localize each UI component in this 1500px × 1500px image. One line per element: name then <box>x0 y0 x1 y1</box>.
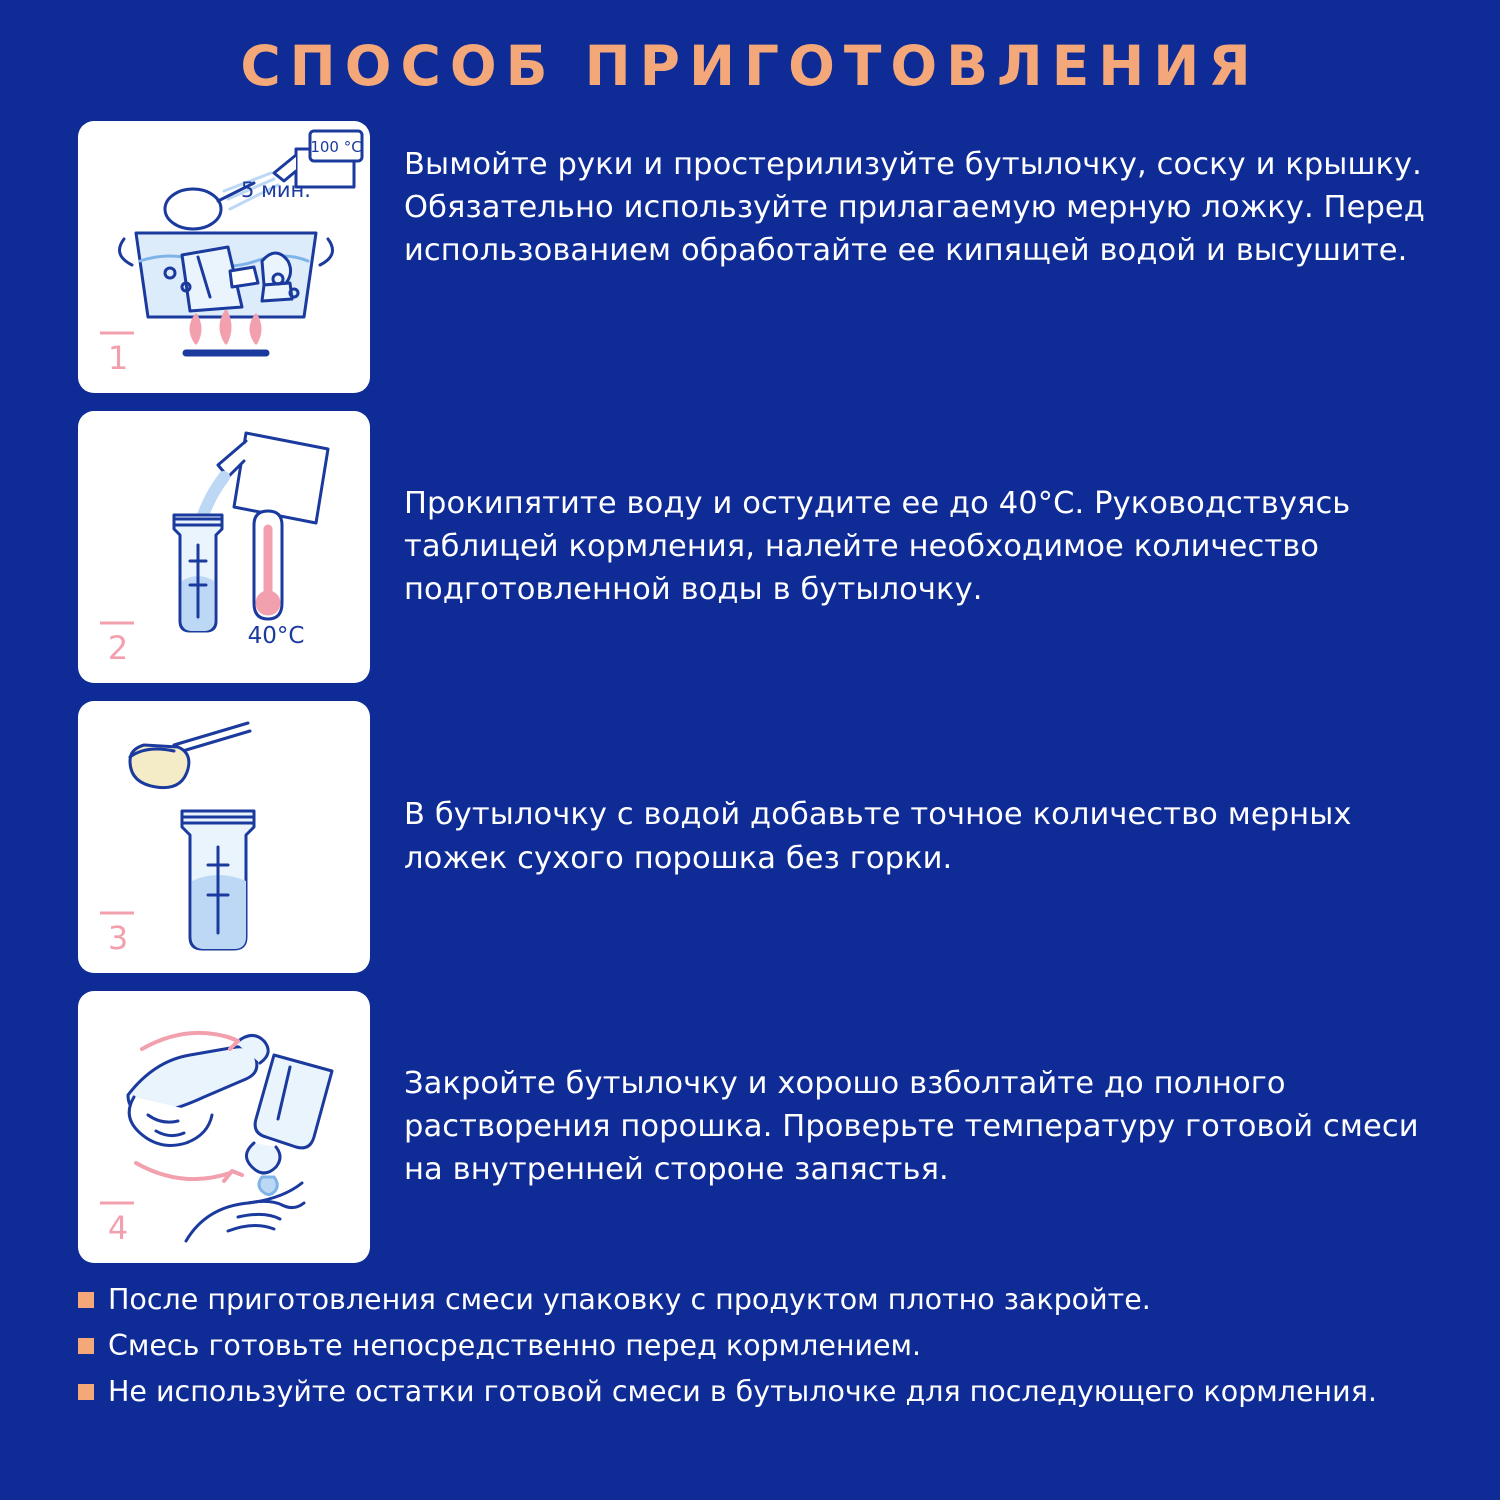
note-text: Не используйте остатки готовой смеси в бутылочке для последующего кормления. <box>108 1374 1377 1408</box>
step-number: 2 <box>107 628 129 667</box>
step-number: 4 <box>107 1208 129 1247</box>
step-item <box>78 991 1440 1263</box>
note-item <box>78 1281 1460 1318</box>
step-item <box>78 701 1440 973</box>
step-item <box>78 411 1440 683</box>
bullet-square-icon <box>78 1338 94 1354</box>
note-item <box>78 1373 1460 1410</box>
note-text: После приготовления смеси упаковку с продуктом плотно закройте. <box>108 1282 1151 1316</box>
step-item <box>78 121 1440 393</box>
step-number: 3 <box>107 918 129 957</box>
notes-list <box>0 1281 1500 1410</box>
step-4-illustration <box>78 991 370 1263</box>
step-2-temp-label: 40°С <box>247 622 305 649</box>
step-description: В бутылочку с водой добавьте точное количество мерных ложек сухого порошка без горки. <box>404 797 1352 876</box>
step-1-time-label: 5 мин. <box>241 177 311 202</box>
step-2-illustration <box>78 411 370 683</box>
step-description: Закройте бутылочку и хорошо взболтайте до полного растворения порошка. Проверьте температуру готовой смеси на внутренней стороне запястья. <box>404 1065 1419 1188</box>
step-1-illustration <box>78 121 370 393</box>
bullet-square-icon <box>78 1292 94 1308</box>
note-text: Смесь готовьте непосредственно перед кормлением. <box>108 1328 922 1362</box>
bullet-square-icon <box>78 1384 94 1400</box>
step-description: Прокипятите воду и остудите ее до 40°С. Руководствуясь таблицей кормления, налейте необходимое количество подготовленной воды в бутылочку. <box>404 485 1351 608</box>
steps-list <box>0 121 1500 1263</box>
step-number: 1 <box>107 338 129 377</box>
step-1-temp-label: 100 °C <box>310 137 362 156</box>
note-item <box>78 1327 1460 1364</box>
step-3-illustration <box>78 701 370 973</box>
page-title: СПОСОБ ПРИГОТОВЛЕНИЯ <box>240 34 1260 98</box>
step-description: Вымойте руки и простерилизуйте бутылочку, соску и крышку. Обязательно используйте прилагаемую мерную ложку. Перед использованием обработайте ее кипящей водой и высушите. <box>404 146 1425 269</box>
